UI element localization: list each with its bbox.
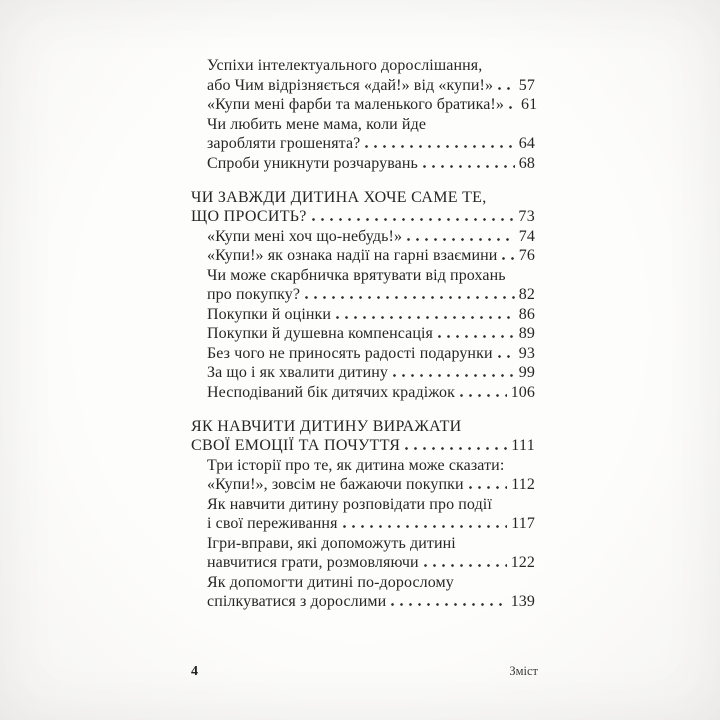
toc-line [207, 475, 535, 495]
chapter-title-text: ЯК НАВЧИТИ ДИТИНУ ВИРАЖАТИ [191, 417, 462, 435]
dot-leader [365, 145, 514, 148]
toc-line [207, 383, 535, 403]
entry-page-number: 139 [510, 593, 535, 610]
toc-entry [191, 266, 535, 305]
dot-leader [502, 257, 514, 260]
toc-chapter-heading [191, 188, 535, 227]
entry-page-number: 122 [510, 554, 535, 571]
toc-line [191, 188, 535, 208]
toc-line [207, 154, 535, 174]
dot-leader [498, 87, 515, 90]
entry-title-text: Покупки й душевна компенсація [207, 325, 434, 342]
entry-title-text: «Купи!» як ознака надії на гарні взаємини [207, 247, 498, 264]
dot-leader [509, 106, 517, 109]
entry-title-text: «Купи мені фарби та маленького братика!» [207, 96, 504, 113]
entry-page-number: 112 [511, 476, 535, 493]
entry-page-number: 86 [518, 305, 535, 323]
toc-entry [191, 227, 535, 247]
toc-entry [191, 56, 535, 95]
running-title: Зміст [509, 664, 538, 678]
entry-title-text: Покупки й оцінки [207, 305, 332, 323]
toc-entry [191, 95, 538, 115]
toc-line [207, 495, 535, 515]
entry-title-text: «Купи мені хоч що-небудь!» [207, 227, 403, 245]
toc-line [207, 363, 535, 383]
page-number-folio: 4 [191, 664, 198, 679]
entry-page-number: 117 [511, 515, 535, 532]
page-footer [191, 664, 538, 680]
toc-entry [191, 324, 535, 344]
chapter-title-text: ЧИ ЗАВЖДИ ДИТИНА ХОЧЕ САМЕ ТЕ, [191, 188, 487, 206]
entry-page-number: 76 [518, 247, 535, 264]
entry-page-number: 82 [518, 286, 535, 303]
toc-chapter-block [191, 188, 535, 403]
toc-line [207, 573, 535, 593]
toc-entry [191, 383, 535, 403]
entry-page-number: 111 [511, 437, 535, 454]
dot-leader [391, 603, 506, 606]
toc-line [207, 95, 538, 115]
toc-line [191, 417, 535, 437]
chapter-title-text: ЩО ПРОСИТЬ? [191, 208, 307, 225]
toc-chapter-heading [191, 417, 535, 456]
entry-title-text: Ігри-вправи, які допоможуть дитині [207, 534, 456, 552]
entry-title-text: або Чим відрізняється «дай!» від «купи!» [207, 76, 494, 94]
dot-leader [498, 355, 515, 358]
entry-page-number: 57 [518, 76, 535, 94]
entry-title-text: і свої переживання [207, 515, 338, 532]
toc-line [207, 227, 535, 247]
entry-page-number: 106 [510, 383, 535, 401]
toc-entry [191, 305, 535, 325]
dot-leader [305, 296, 515, 299]
toc-entry [191, 154, 535, 174]
entry-title-text: Успіхи інтелектуального дорослішання, [207, 57, 483, 74]
dot-leader [393, 374, 515, 377]
entry-page-number: 64 [518, 135, 535, 152]
dot-leader [405, 447, 507, 450]
dot-leader [407, 238, 515, 241]
dot-leader [460, 394, 507, 397]
toc-line [207, 344, 535, 364]
entry-title-text: За що і як хвалити дитину [207, 364, 389, 381]
entry-title-text: навчитися грати, розмовляючи [207, 554, 419, 571]
dot-leader [423, 165, 515, 168]
toc-line [191, 207, 535, 227]
toc-line [207, 134, 535, 154]
toc-line [207, 305, 535, 325]
dot-leader [438, 335, 515, 338]
table-of-contents [191, 56, 538, 612]
entry-page-number: 93 [518, 344, 535, 362]
toc-line [207, 592, 535, 612]
toc-line [207, 246, 535, 266]
toc-entry [191, 344, 535, 364]
toc-item-group [191, 56, 538, 173]
entry-page-number: 99 [518, 364, 535, 381]
entry-title-text: про покупку? [207, 286, 301, 303]
entry-title-text: Несподіваний бік дитячих крадіжок [207, 383, 455, 401]
entry-page-number: 61 [520, 96, 538, 113]
toc-chapter-block [191, 417, 535, 612]
entry-title-text: заробляти грошенята? [207, 135, 361, 152]
toc-entry [191, 363, 535, 383]
toc-entry [191, 495, 535, 534]
toc-line [207, 456, 535, 476]
toc-line [207, 285, 535, 305]
toc-entry [191, 115, 535, 154]
toc-line [191, 436, 535, 456]
entry-title-text: спілкуватися з дорослими [207, 593, 387, 610]
entry-title-text: Як допомогти дитині по-дорослому [207, 573, 454, 591]
toc-entry [191, 534, 535, 573]
entry-page-number: 68 [518, 154, 535, 172]
entry-title-text: Чи любить мене мама, коли йде [207, 115, 427, 133]
entry-page-number: 73 [518, 208, 535, 225]
toc-line [207, 553, 535, 573]
entry-title-text: «Купи!», зовсім не бажаючи покупки [207, 476, 464, 493]
toc-line [207, 324, 535, 344]
dot-leader [469, 486, 508, 489]
dot-leader [312, 218, 515, 221]
entry-page-number: 89 [518, 325, 535, 342]
toc-entry [191, 456, 535, 495]
dot-leader [336, 316, 515, 319]
toc-line [207, 534, 535, 554]
entry-title-text: Як навчити дитину розповідати про події [207, 495, 492, 513]
chapter-title-text: СВОЇ ЕМОЦІЇ ТА ПОЧУТТЯ [191, 437, 401, 454]
dot-leader [424, 564, 507, 567]
entry-title-text: Спроби уникнути розчарувань [207, 154, 418, 172]
toc-line [207, 76, 535, 96]
entry-title-text: Без чого не приносять радості подарунки [207, 344, 493, 362]
dot-leader [343, 525, 508, 528]
entry-title-text: Чи може скарбничка врятувати від прохань [207, 266, 506, 284]
entry-title-text: Три історії про те, як дитина може сказати: [207, 456, 505, 474]
toc-line [207, 115, 535, 135]
toc-line [207, 56, 535, 76]
toc-line [207, 266, 535, 286]
entry-page-number: 74 [518, 227, 535, 245]
toc-entry [191, 246, 535, 266]
toc-line [207, 514, 535, 534]
toc-entry [191, 573, 535, 612]
